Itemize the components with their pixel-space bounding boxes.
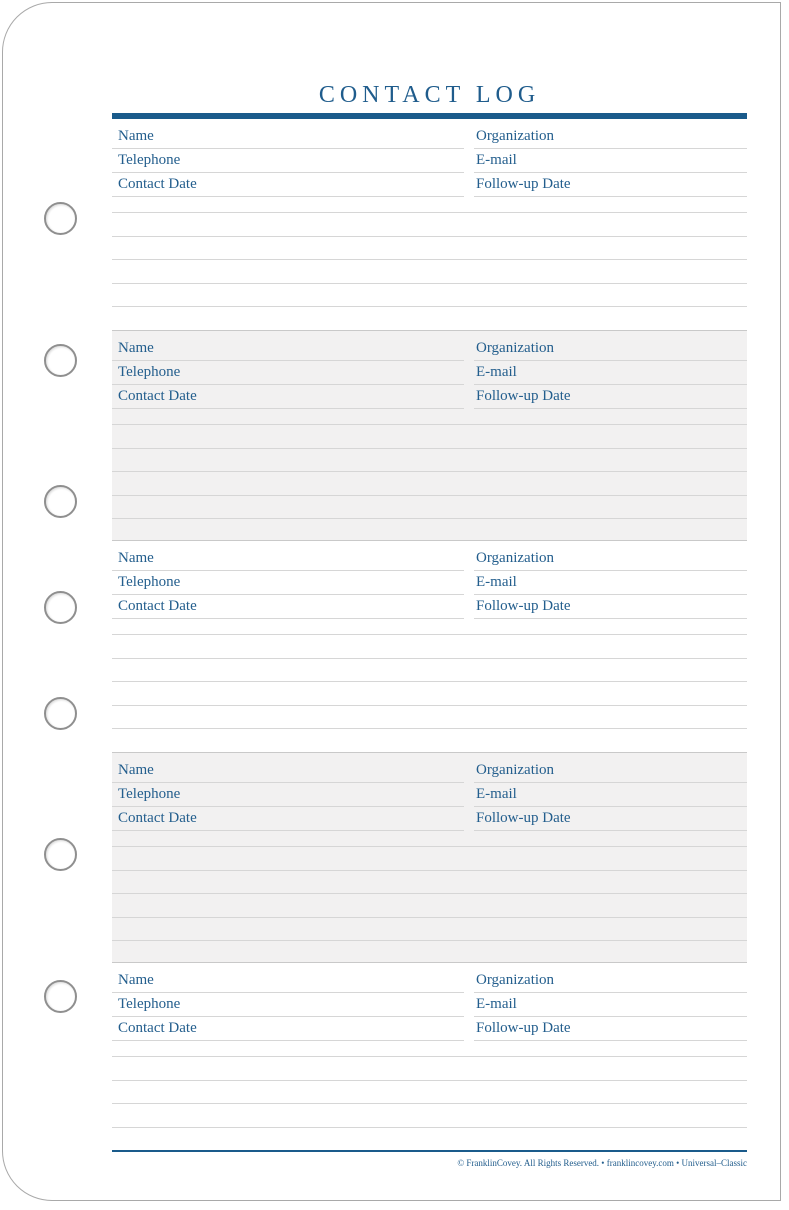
followup-date-field-label: Follow-up Date xyxy=(476,388,577,405)
organization-field-label: Organization xyxy=(476,550,560,567)
telephone-field[interactable] xyxy=(112,571,464,595)
email-field[interactable] xyxy=(474,149,747,173)
writing-line[interactable] xyxy=(112,681,747,682)
contact-date-field[interactable] xyxy=(112,595,464,619)
writing-line[interactable] xyxy=(112,212,747,213)
contact-date-field[interactable] xyxy=(112,173,464,197)
organization-field[interactable] xyxy=(474,337,747,361)
telephone-field-label: Telephone xyxy=(118,996,186,1013)
writing-line[interactable] xyxy=(112,870,747,871)
organization-field[interactable] xyxy=(474,125,747,149)
contact-date-field-label: Contact Date xyxy=(118,388,203,405)
organization-field[interactable] xyxy=(474,547,747,571)
writing-line[interactable] xyxy=(112,306,747,307)
followup-date-field-label: Follow-up Date xyxy=(476,176,577,193)
name-field[interactable] xyxy=(112,547,464,571)
writing-line[interactable] xyxy=(112,1127,747,1128)
writing-line[interactable] xyxy=(112,1103,747,1104)
email-field[interactable] xyxy=(474,993,747,1017)
contact-date-field-label: Contact Date xyxy=(118,176,203,193)
writing-line[interactable] xyxy=(112,940,747,941)
writing-line[interactable] xyxy=(112,634,747,635)
binder-hole xyxy=(44,202,77,235)
organization-field[interactable] xyxy=(474,969,747,993)
writing-line[interactable] xyxy=(112,917,747,918)
writing-line[interactable] xyxy=(112,424,747,425)
binder-hole xyxy=(44,485,77,518)
name-field-label: Name xyxy=(118,762,160,779)
writing-line[interactable] xyxy=(112,658,747,659)
writing-line[interactable] xyxy=(112,893,747,894)
binder-hole xyxy=(44,697,77,730)
writing-line[interactable] xyxy=(112,283,747,284)
organization-field-label: Organization xyxy=(476,762,560,779)
writing-line[interactable] xyxy=(112,705,747,706)
email-field-label: E-mail xyxy=(476,574,523,591)
name-field-label: Name xyxy=(118,972,160,989)
writing-line[interactable] xyxy=(112,518,747,519)
page-title: CONTACT LOG xyxy=(318,82,541,108)
binder-hole xyxy=(44,838,77,871)
writing-line[interactable] xyxy=(112,448,747,449)
email-field[interactable] xyxy=(474,783,747,807)
name-field-label: Name xyxy=(118,550,160,567)
telephone-field-label: Telephone xyxy=(118,574,186,591)
contact-date-field[interactable] xyxy=(112,385,464,409)
name-field-label: Name xyxy=(118,128,160,145)
contact-entry xyxy=(112,119,747,330)
writing-line[interactable] xyxy=(112,236,747,237)
email-field-label: E-mail xyxy=(476,152,523,169)
followup-date-field-label: Follow-up Date xyxy=(476,1020,577,1037)
writing-line[interactable] xyxy=(112,471,747,472)
followup-date-field[interactable] xyxy=(474,807,747,831)
contact-date-field[interactable] xyxy=(112,807,464,831)
followup-date-field[interactable] xyxy=(474,173,747,197)
name-field[interactable] xyxy=(112,125,464,149)
name-field[interactable] xyxy=(112,759,464,783)
writing-line[interactable] xyxy=(112,1056,747,1057)
email-field-label: E-mail xyxy=(476,786,523,803)
name-field[interactable] xyxy=(112,337,464,361)
copyright-footer: © FranklinCovey. All Rights Reserved. • franklincovey.com • Universal–Classic xyxy=(457,1158,747,1168)
organization-field-label: Organization xyxy=(476,340,560,357)
organization-field-label: Organization xyxy=(476,972,560,989)
telephone-field-label: Telephone xyxy=(118,152,186,169)
followup-date-field[interactable] xyxy=(474,385,747,409)
contact-date-field-label: Contact Date xyxy=(118,810,203,827)
contact-date-field[interactable] xyxy=(112,1017,464,1041)
writing-line[interactable] xyxy=(112,1080,747,1081)
telephone-field-label: Telephone xyxy=(118,786,186,803)
binder-hole xyxy=(44,591,77,624)
writing-line[interactable] xyxy=(112,259,747,260)
contact-date-field-label: Contact Date xyxy=(118,598,203,615)
contact-date-field-label: Contact Date xyxy=(118,1020,203,1037)
contact-entry xyxy=(112,752,747,963)
telephone-field[interactable] xyxy=(112,361,464,385)
organization-field-label: Organization xyxy=(476,128,560,145)
contact-entry xyxy=(112,963,747,1174)
email-field[interactable] xyxy=(474,361,747,385)
email-field[interactable] xyxy=(474,571,747,595)
email-field-label: E-mail xyxy=(476,996,523,1013)
followup-date-field[interactable] xyxy=(474,1017,747,1041)
binder-hole xyxy=(44,980,77,1013)
contact-entry xyxy=(112,541,747,752)
organization-field[interactable] xyxy=(474,759,747,783)
footer-rule xyxy=(112,1150,747,1152)
writing-line[interactable] xyxy=(112,846,747,847)
name-field[interactable] xyxy=(112,969,464,993)
email-field-label: E-mail xyxy=(476,364,523,381)
binder-hole xyxy=(44,344,77,377)
name-field-label: Name xyxy=(118,340,160,357)
contact-entry xyxy=(112,330,747,541)
telephone-field-label: Telephone xyxy=(118,364,186,381)
telephone-field[interactable] xyxy=(112,993,464,1017)
followup-date-field-label: Follow-up Date xyxy=(476,598,577,615)
writing-line[interactable] xyxy=(112,728,747,729)
followup-date-field-label: Follow-up Date xyxy=(476,810,577,827)
writing-line[interactable] xyxy=(112,495,747,496)
telephone-field[interactable] xyxy=(112,149,464,173)
telephone-field[interactable] xyxy=(112,783,464,807)
followup-date-field[interactable] xyxy=(474,595,747,619)
